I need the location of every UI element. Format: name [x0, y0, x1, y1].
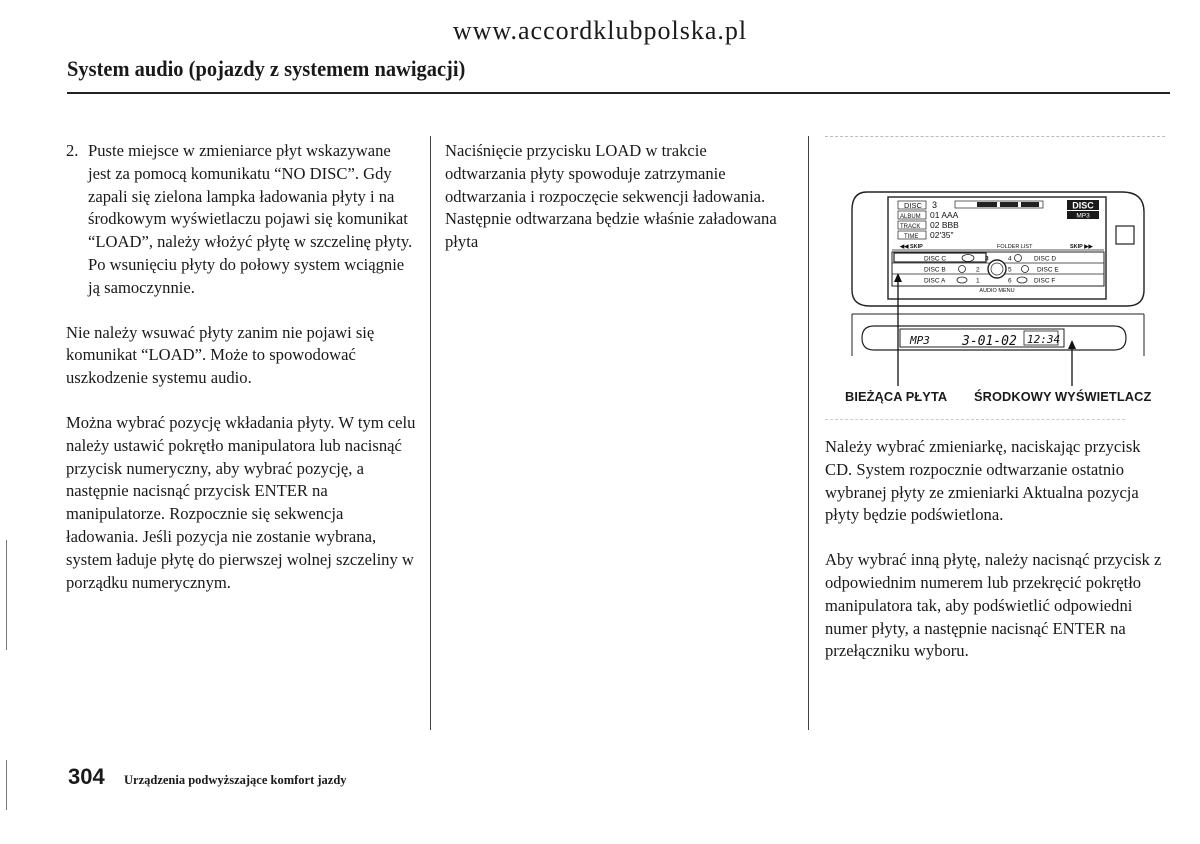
album-value: 01 AAA: [930, 210, 959, 220]
column-middle: [445, 140, 780, 254]
paragraph-other: Aby wybrać inną płytę, należy nacisnąć przycisk z odpowiednim numerem lub przekręcić pokrętło manipulatora tak, aby podświetlić odpowiedni numer płyty, a następnie nacisnąć ENTER na przełączniku wyboru.: [825, 550, 1162, 661]
list-text: Puste miejsce w zmieniarce płyt wskazywane jest za pomocą komunikatu “NO DISC”. Gdy zapali się zielona lampka ładowania płyty i na środkowym wyświetlaczu pojawi się komunikat “LOAD”, należy włożyć płytę w szczelinę płyty. Po wsunięciu płyty do połowy system wciągnie ją samoczynnie.: [88, 141, 413, 297]
callout-center-display: ŚRODKOWY WYŚWIETLACZ: [974, 389, 1152, 404]
slot-b: 2: [976, 266, 980, 274]
slot-e: 5: [1008, 266, 1012, 274]
center-display-disc-track: 3-01-02: [962, 334, 1017, 349]
badge-disc: DISC: [1072, 200, 1094, 211]
slot-f: 6: [1008, 277, 1012, 285]
disc-e-label: DISC E: [1037, 266, 1059, 274]
margin-mark: [6, 760, 7, 810]
skip-right: SKIP ▶▶: [1070, 244, 1093, 250]
paragraph-position: Można wybrać pozycję wkładania płyty. W tym celu należy ustawić pokrętło manipulatora lub nacisnąć przycisk numeryczny, aby wybrać pozycję, a następnie nacisnąć przycisk ENTER na manipulatorze. Rozpocznie się sekwencja ładowania. Jeśli pozycja nie zostanie wybrana, system ładuje płytę do pierwszej wolnej szczeliny w porządku numerycznym.: [66, 412, 416, 592]
center-display-mp3: MP3: [910, 334, 930, 347]
side-button: [1116, 226, 1134, 244]
time-label: TIME: [904, 234, 919, 240]
slot-d: 4: [1008, 255, 1012, 263]
track-label: TRACK: [900, 224, 921, 230]
column-right: [825, 436, 1170, 663]
audio-menu: AUDIO MENU: [979, 288, 1015, 294]
column-divider: [430, 136, 431, 730]
title-rule: [67, 92, 1170, 94]
disc-label: DISC: [904, 201, 922, 210]
paragraph-load: Naciśnięcie przycisku LOAD w trakcie odtwarzania płyty spowoduje zatrzymanie odtwarzania i rozpoczęcie sekwencji ładowania. Następnie odtwarzana będzie właśnie załadowana płyta: [445, 141, 777, 252]
badge-mp3: MP3: [1076, 212, 1090, 220]
list-number: 2.: [66, 141, 79, 160]
disc-value: 3: [932, 200, 938, 210]
track-value: 02 BBB: [930, 220, 959, 230]
center-display-clock: 12:34: [1027, 333, 1061, 346]
site-url: www.accordklubpolska.pl: [452, 16, 748, 45]
slot-c: 3: [985, 255, 989, 263]
paragraph-select: Należy wybrać zmieniarkę, naciskając przycisk CD. System rozpocznie odtwarzanie ostatnio wybranej płyty ze zmieniarki Aktualna pozycja płyty będzie podświetlona.: [825, 437, 1141, 525]
album-label: ALBUM: [900, 214, 921, 220]
figure-border-bottom: [825, 419, 1125, 420]
section-title: System audio (pojazdy z systemem nawigacji): [67, 56, 466, 81]
list-item: [66, 140, 416, 300]
disc-b-label: DISC B: [924, 266, 946, 274]
disc-a-label: DISC A: [924, 277, 946, 285]
page-number: 304: [68, 764, 105, 789]
disc-d-label: DISC D: [1034, 255, 1057, 263]
folder-list: FOLDER LIST: [997, 244, 1033, 250]
disc-f-label: DISC F: [1034, 277, 1056, 285]
chapter-title: Urządzenia podwyższające komfort jazdy: [124, 773, 347, 787]
paragraph-warning: Nie należy wsuwać płyty zanim nie pojawi się komunikat “LOAD”. Może to spowodować uszkodzenie systemu audio.: [66, 322, 375, 388]
skip-left: ◀◀ SKIP: [900, 244, 923, 250]
time-value: 02'35": [930, 230, 954, 240]
margin-mark: [6, 540, 7, 650]
callout-current-disc: BIEŻĄCA PŁYTA: [845, 389, 948, 404]
disc-c-label: DISC C: [924, 255, 947, 263]
column-left: [66, 140, 416, 594]
column-divider: [808, 136, 809, 730]
slot-a: 1: [976, 277, 980, 285]
audio-system-figure: [822, 130, 1174, 430]
